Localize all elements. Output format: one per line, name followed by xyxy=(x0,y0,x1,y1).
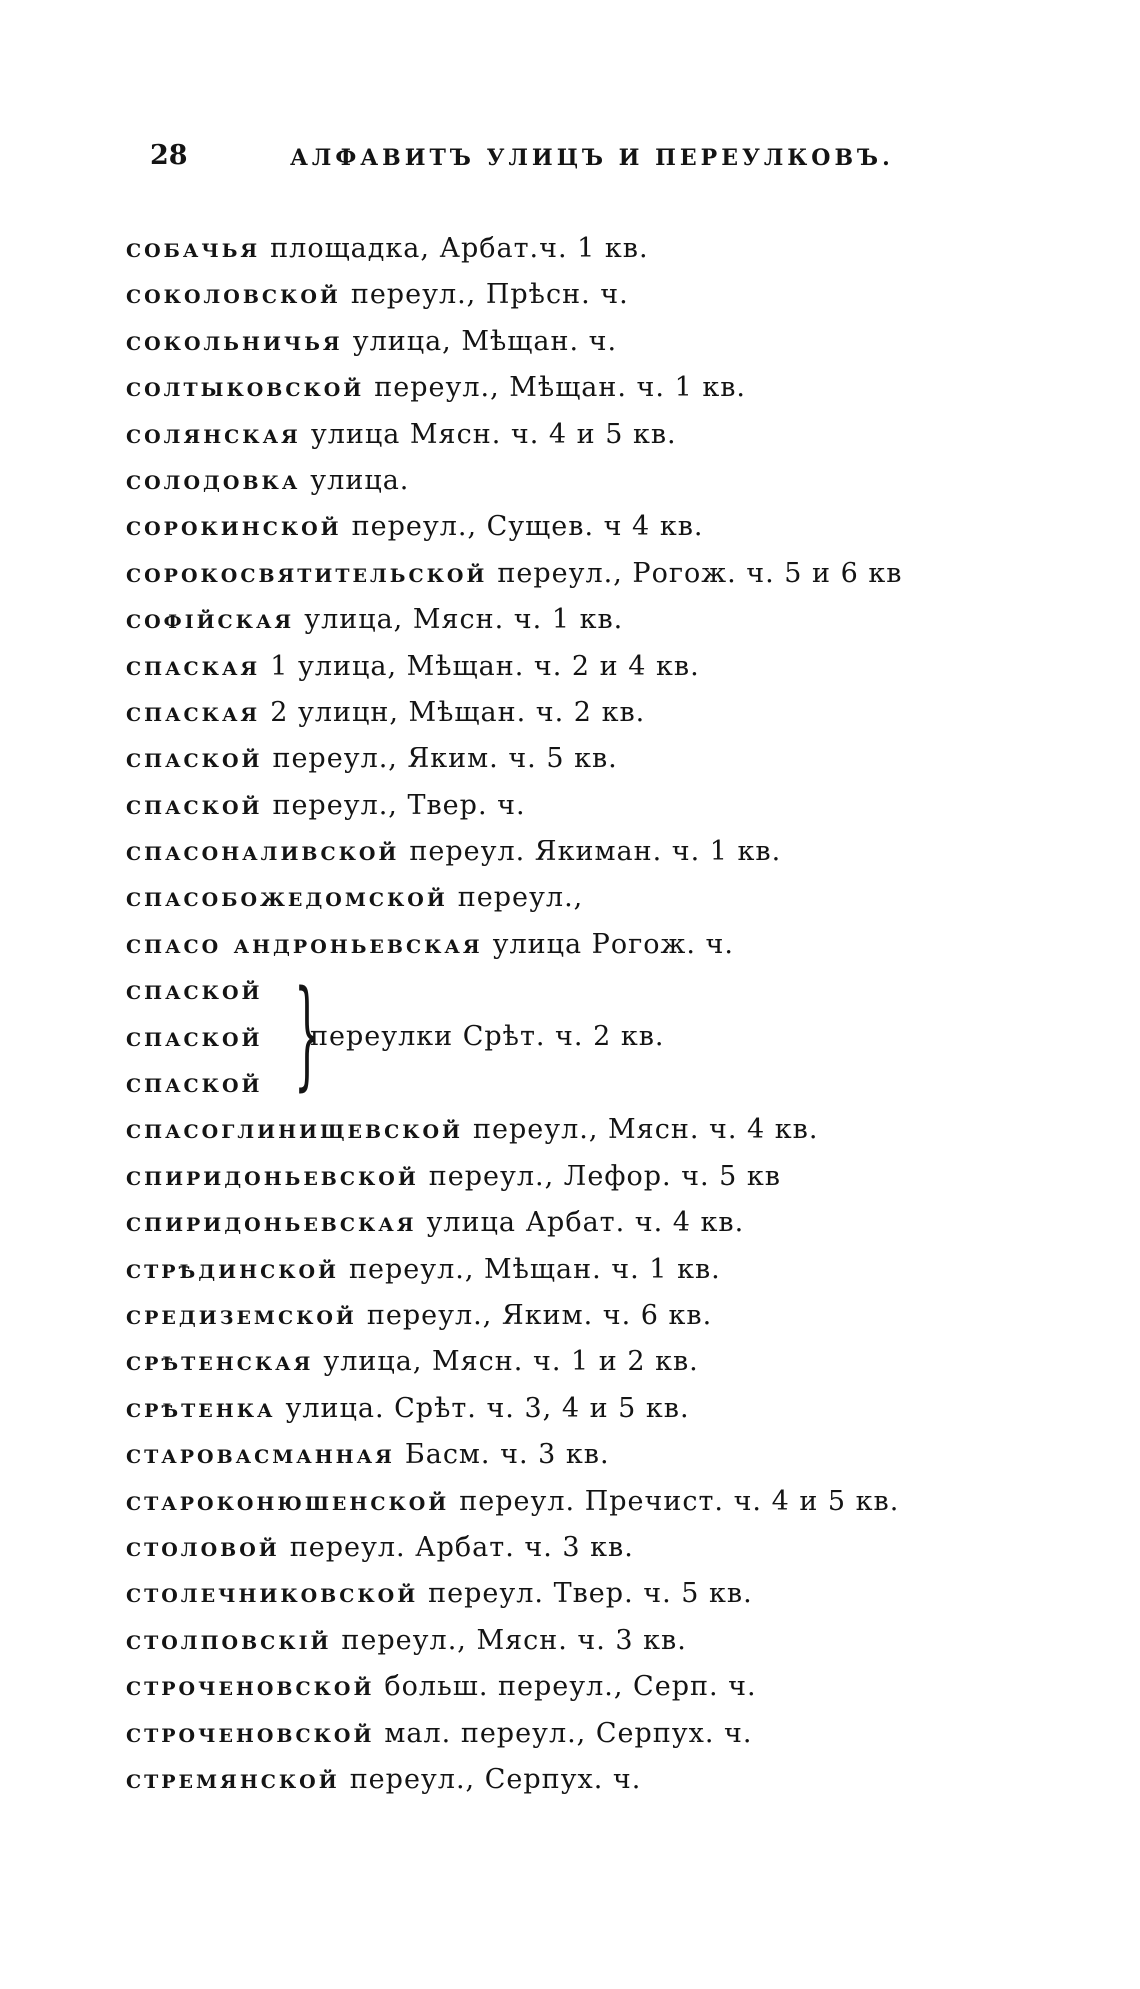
entry-row xyxy=(126,1757,1026,1803)
entry-name: солтыковской xyxy=(126,372,365,404)
entry-row xyxy=(126,504,1026,550)
entry-name: спасобожедомской xyxy=(126,882,448,914)
entry-description: Басм. ч. 3 кв. xyxy=(404,1439,610,1471)
entry-row xyxy=(126,922,1026,968)
group-name: спаской xyxy=(126,1068,263,1100)
entry-row xyxy=(126,597,1026,643)
entry-name: строченовской xyxy=(126,1717,375,1749)
entry-description: переул., Рогож. ч. 5 и 6 кв xyxy=(497,557,903,589)
entry-row xyxy=(126,365,1026,411)
entry-description: переул., Яким. ч. 6 кв. xyxy=(366,1300,713,1331)
entry-row xyxy=(126,226,1026,272)
entry-name: срѣтенка xyxy=(126,1392,276,1424)
entry-description: переул., xyxy=(457,882,584,914)
entry-row xyxy=(126,1479,1026,1525)
entry-name: староконюшенской xyxy=(126,1485,450,1517)
entry-description: переул., Яким. ч. 5 кв. xyxy=(272,743,618,775)
entry-row xyxy=(126,690,1026,736)
entry-name: спаская xyxy=(126,650,261,682)
entry-name: спиридоньевская xyxy=(126,1207,417,1239)
entry-name: средиземской xyxy=(126,1300,357,1331)
group-name: спаской xyxy=(126,1021,263,1053)
entry-description: улица, Мясн. ч. 1 и 2 кв. xyxy=(323,1346,699,1378)
page-header xyxy=(150,140,1050,180)
entry-description: переул. Арбат. ч. 3 кв. xyxy=(289,1531,634,1563)
entry-name: солянская xyxy=(126,418,301,450)
entry-description: переул., Мясн. ч. 4 кв. xyxy=(473,1114,819,1146)
page-number: 28 xyxy=(150,140,188,171)
entry-row xyxy=(126,875,1026,921)
group-description: переулки Срѣт. ч. 2 кв. xyxy=(310,1021,665,1053)
entry-row xyxy=(126,829,1026,875)
brace-symbol: } xyxy=(294,964,321,1103)
entry-description: переул., Мѣщан. ч. 1 кв. xyxy=(374,372,746,404)
entry-name: спасоглинищевской xyxy=(126,1114,464,1146)
entry-description: переул., Прѣсн. ч. xyxy=(350,279,629,311)
entry-row xyxy=(126,1247,1026,1293)
entry-row xyxy=(126,272,1026,318)
entry-row xyxy=(126,1711,1026,1757)
entry-list-bottom xyxy=(126,1107,1026,1803)
entry-description: улица, Мясн. ч. 1 кв. xyxy=(304,604,624,636)
entry-row xyxy=(126,644,1026,690)
entry-description: переул., Мясн. ч. 3 кв. xyxy=(341,1624,687,1656)
entry-row xyxy=(126,1618,1026,1664)
entry-name: стремянской xyxy=(126,1763,340,1795)
entry-row xyxy=(126,1339,1026,1385)
entry-name: соколовской xyxy=(126,279,341,311)
entry-name: сорокосвятительской xyxy=(126,557,488,589)
entry-description: переул., Мѣщан. ч. 1 кв. xyxy=(348,1253,721,1285)
entry-name: спаской xyxy=(126,743,263,775)
entry-name: спасоналивской xyxy=(126,836,400,868)
entry-name: строченовской xyxy=(126,1671,375,1703)
entry-description: улица, Мѣщан. ч. xyxy=(352,325,618,357)
street-index xyxy=(126,226,1026,1803)
entry-name: спаской xyxy=(126,789,263,821)
entry-name: стрѣдинской xyxy=(126,1253,339,1285)
entry-description: переул. Пречист. ч. 4 и 5 кв. xyxy=(459,1485,900,1517)
entry-description: переул., Сущев. ч 4 кв. xyxy=(351,511,704,543)
entry-row xyxy=(126,1571,1026,1617)
entry-row xyxy=(126,551,1026,597)
entry-name: сорокинской xyxy=(126,511,342,543)
entry-description: улица Рогож. ч. xyxy=(492,928,734,960)
entry-description: переул. Твер. ч. 5 кв. xyxy=(428,1578,753,1610)
entry-name: спаская xyxy=(126,696,261,728)
entry-row xyxy=(126,319,1026,365)
entry-row xyxy=(126,1525,1026,1571)
entry-name: солодовка xyxy=(126,464,301,496)
group-name: спаской xyxy=(126,975,263,1007)
entry-list-top xyxy=(126,226,1026,968)
entry-name: спиридоньевской xyxy=(126,1160,419,1192)
entry-row xyxy=(126,1154,1026,1200)
entry-description: переул., Твер. ч. xyxy=(272,789,526,821)
entry-name: столечниковской xyxy=(126,1578,419,1610)
entry-row xyxy=(126,1664,1026,1710)
entry-name: сокольничья xyxy=(126,325,343,357)
entry-row xyxy=(126,1107,1026,1153)
entry-description: переул., Лефор. ч. 5 кв xyxy=(428,1160,782,1192)
entry-row xyxy=(126,736,1026,782)
entry-row xyxy=(126,412,1026,458)
running-head: АЛФАВИТЪ УЛИЦЪ И ПЕРЕУЛКОВЪ. xyxy=(290,145,894,171)
entry-row xyxy=(126,458,1026,504)
entry-name: старовасманная xyxy=(126,1439,395,1471)
entry-description: мал. переул., Серпух. ч. xyxy=(384,1717,753,1749)
entry-group-spaskoy xyxy=(126,964,1026,1107)
entry-description: больш. переул., Серп. ч. xyxy=(384,1671,757,1703)
entry-description: улица. xyxy=(310,464,410,496)
entry-name: столовой xyxy=(126,1531,280,1563)
entry-description: 1 улица, Мѣщан. ч. 2 и 4 кв. xyxy=(270,650,700,682)
entry-description: улица Арбат. ч. 4 кв. xyxy=(426,1207,745,1239)
entry-row xyxy=(126,1386,1026,1432)
entry-name: собачья xyxy=(126,233,261,264)
entry-name: софійская xyxy=(126,604,295,636)
entry-row xyxy=(126,1432,1026,1478)
entry-description: переул., Серпух. ч. xyxy=(349,1763,642,1795)
entry-description: улица. Срѣт. ч. 3, 4 и 5 кв. xyxy=(285,1392,690,1424)
entry-row xyxy=(126,783,1026,829)
entry-description: улица Мясн. ч. 4 и 5 кв. xyxy=(310,418,677,450)
entry-row xyxy=(126,1200,1026,1246)
entry-description: 2 улицн, Мѣщан. ч. 2 кв. xyxy=(270,696,646,728)
entry-name: столповскій xyxy=(126,1624,332,1656)
entry-name: срѣтенская xyxy=(126,1346,314,1378)
entry-row xyxy=(126,1293,1026,1339)
entry-description: переул. Якиман. ч. 1 кв. xyxy=(409,836,782,868)
entry-name: спасо андроньевская xyxy=(126,928,483,960)
entry-description: площадка, Арбат.ч. 1 кв. xyxy=(270,233,649,264)
